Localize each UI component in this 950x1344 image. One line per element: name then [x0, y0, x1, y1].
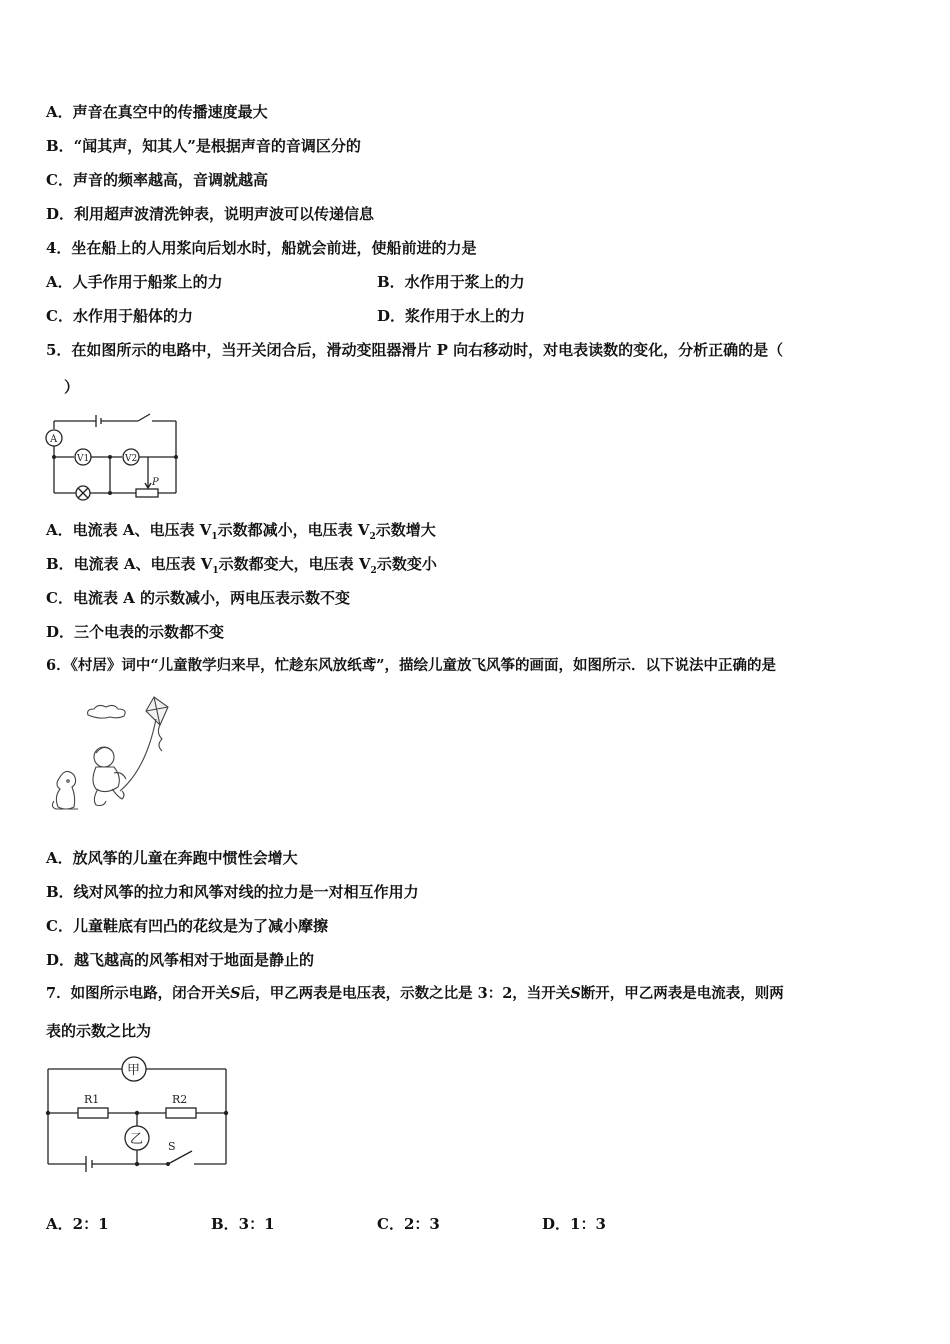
q7-stem-continued: 表的示数之比为	[46, 1022, 152, 1040]
q5-option-b: B．电流表 A、电压表 $V_1$示数都变大，电压表 $V_2$示数变小	[46, 555, 437, 576]
q4-option-c: C．水作用于船体的力	[46, 307, 193, 325]
q7-option-c: C．2：3	[377, 1215, 440, 1233]
q3-option-a: A．声音在真空中的传播速度最大	[46, 103, 268, 121]
q7-r1-label: R1	[84, 1093, 100, 1106]
q7-stem: 7．如图所示电路，闭合开关S后，甲乙两表是电压表，示数之比是 3：2，当开关S断开，甲乙两表是电流表，则两	[46, 985, 784, 1002]
q7-s-label: S	[168, 1140, 176, 1153]
q6-option-b: B．线对风筝的拉力和风筝对线的拉力是一对相互作用力	[46, 883, 419, 901]
q7-option-a: A．2：1	[46, 1215, 109, 1233]
q7-option-d: D．1：3	[542, 1215, 606, 1233]
q7-circuit-figure	[40, 1052, 240, 1187]
q4-stem: 4．坐在船上的人用浆向后划水时，船就会前进，使船前进的力是	[46, 239, 477, 257]
q4-option-b: B．水作用于浆上的力	[377, 273, 525, 291]
q5-option-d: D．三个电表的示数都不变	[46, 623, 225, 641]
q3-option-c: C．声音的频率越高，音调就越高	[46, 171, 268, 189]
q3-option-b: B．“闻其声，知其人”是根据声音的音调区分的	[46, 137, 361, 155]
q6-option-d: D．越飞越高的风筝相对于地面是静止的	[46, 951, 315, 969]
q5-p-label: P	[152, 477, 159, 488]
q3-option-d: D．利用超声波清洗钟表，说明声波可以传递信息	[46, 205, 375, 223]
q5-option-a: A．电流表 A、电压表 $V_1$示数都减小，电压表 $V_2$示数增大	[46, 521, 436, 542]
q7-yi-label: 乙	[130, 1132, 144, 1147]
q5-circuit-figure	[40, 405, 190, 505]
q5-option-c: C．电流表 A 的示数减小，两电压表示数不变	[46, 589, 351, 607]
q5-stem: 5．在如图所示的电路中，当开关闭合后，滑动变阻器滑片 P 向右移动时，对电表读数的变化，分析正确的是（	[46, 341, 784, 359]
q6-option-a: A．放风筝的儿童在奔跑中惯性会增大	[46, 849, 298, 867]
q7-option-b: B．3：1	[211, 1215, 275, 1233]
q5-stem-end: ）	[64, 378, 80, 396]
q6-kite-figure	[46, 693, 176, 823]
q5-v2-label: V2	[125, 454, 138, 464]
q6-option-c: C．儿童鞋底有凹凸的花纹是为了减小摩擦	[46, 917, 328, 935]
q6-stem: 6．《村居》词中“儿童散学归来早，忙趁东风放纸鸢”，描绘儿童放飞风筝的画面，如图所示．以下说法中正确的是	[46, 657, 777, 674]
q7-r2-label: R2	[172, 1093, 188, 1106]
q4-option-a: A．人手作用于船浆上的力	[46, 273, 223, 291]
q5-ammeter-label: A	[50, 434, 58, 445]
q7-jia-label: 甲	[127, 1063, 141, 1078]
q4-option-d: D．浆作用于水上的力	[377, 307, 526, 325]
q5-v1-label: V1	[77, 454, 90, 464]
